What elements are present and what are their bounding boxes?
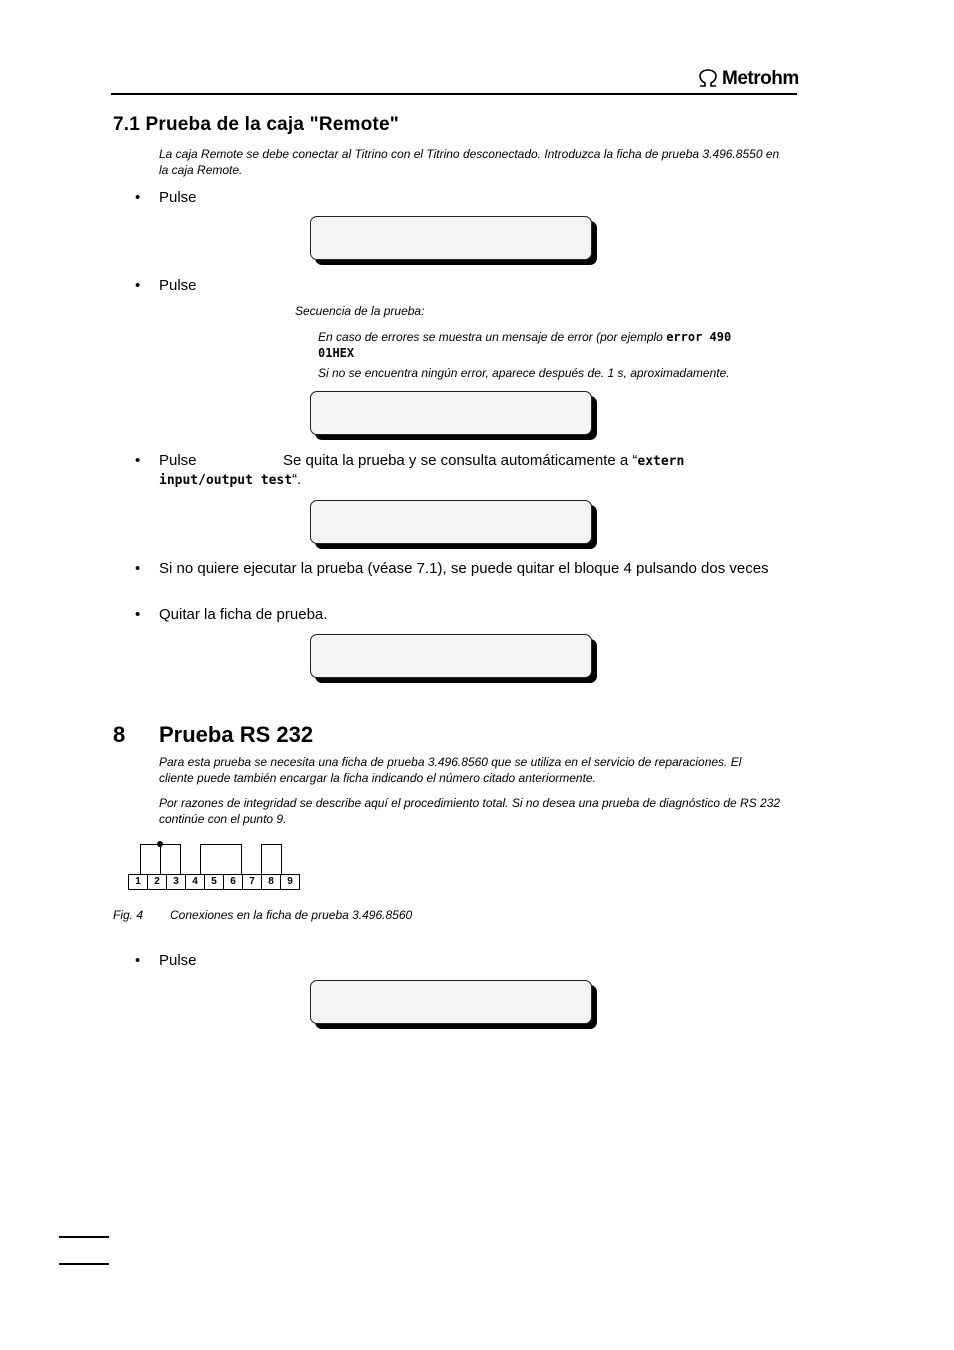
pin: 1 [128,874,148,890]
bullet-3-text [283,451,684,471]
pin: 4 [185,874,205,890]
pin: 8 [261,874,281,890]
wire-7-8 [261,844,282,875]
bullet-3-end: “. [292,471,302,488]
section-title: 7.1 Prueba de la caja "Remote" [113,114,399,135]
footer-rule-1 [59,1236,109,1238]
pin: 2 [147,874,167,890]
paragraph-1: Para esta prueba se necesita una ficha de prueba 3.496.8560 que se utiliza en el servicio de reparaciones. El cliente puede también encargar la ficha indicando el número citado anteriormente. [159,755,742,785]
pin: 9 [280,874,300,890]
pin: 3 [166,874,186,890]
error-description [318,329,788,361]
section-heading: Prueba RS 232 [159,722,314,747]
display-panel-5 [310,980,592,1024]
intro-text: La caja Remote se debe conectar al Titrino con el Titrino desconectado. Introduzca la ficha de prueba 3.496.8550 en la caja Remote. [159,147,780,177]
bullet-3-code-1: extern [637,454,685,469]
error-code-2: 01HEX [318,346,355,360]
bullet-3-line2 [159,470,301,490]
display-panel-1 [310,216,592,260]
bullet-pulse-rs232: Pulse [159,952,197,969]
display-panel-2 [310,391,592,435]
display-panel-4 [310,634,592,678]
bullet-pulse-3: Pulse [159,452,197,469]
bullet-dot: • [135,560,141,577]
figure-caption: Conexiones en la ficha de prueba 3.496.8560 [170,908,413,922]
wire-4-6 [200,844,242,875]
pin-row [129,874,300,890]
pin: 5 [204,874,224,890]
no-error-text: Si no se encuentra ningún error, aparece después de. 1 s, aproximadamente. [318,366,730,380]
bullet-dot: • [135,952,141,969]
footer-rule-2 [59,1263,109,1265]
bullet-pulse-1: Pulse [159,189,197,206]
bullet-remove-plug: Quitar la ficha de prueba. [159,606,328,623]
omega-icon [697,69,719,89]
bullet-3-desc: Se quita la prueba y se consulta automáticamente a “ [283,452,638,469]
section-number: 8 [113,722,126,747]
header-rule [111,93,797,95]
bullet-dot: • [135,452,141,469]
error-text: En caso de errores se muestra un mensaje de error (por ejemplo [318,330,663,344]
junction-dot [157,841,163,847]
wire-2 [160,844,161,875]
paragraph-2: Por razones de integridad se describe aquí el procedimiento total. Si no desea una prueba de diagnóstico de RS 232 continúe con el punto 9. [159,796,781,826]
bullet-3-code-2: input/output test [159,473,293,488]
bullet-dot: • [135,189,141,206]
bullet-pulse-2: Pulse [159,277,197,294]
brand-logo [697,67,799,91]
sequence-label: Secuencia de la prueba: [295,304,425,318]
pin: 7 [242,874,262,890]
bullet-dot: • [135,606,141,623]
bullet-dot: • [135,277,141,294]
error-code-1: error 490 [666,330,732,344]
pin: 6 [223,874,243,890]
brand-name: Metrohm [722,68,799,89]
figure-label: Fig. 4 [113,908,144,922]
display-panel-3 [310,500,592,544]
bullet-skip-test: Si no quiere ejecutar la prueba (véase 7.1), se puede quitar el bloque 4 pulsando dos veces [159,560,769,577]
